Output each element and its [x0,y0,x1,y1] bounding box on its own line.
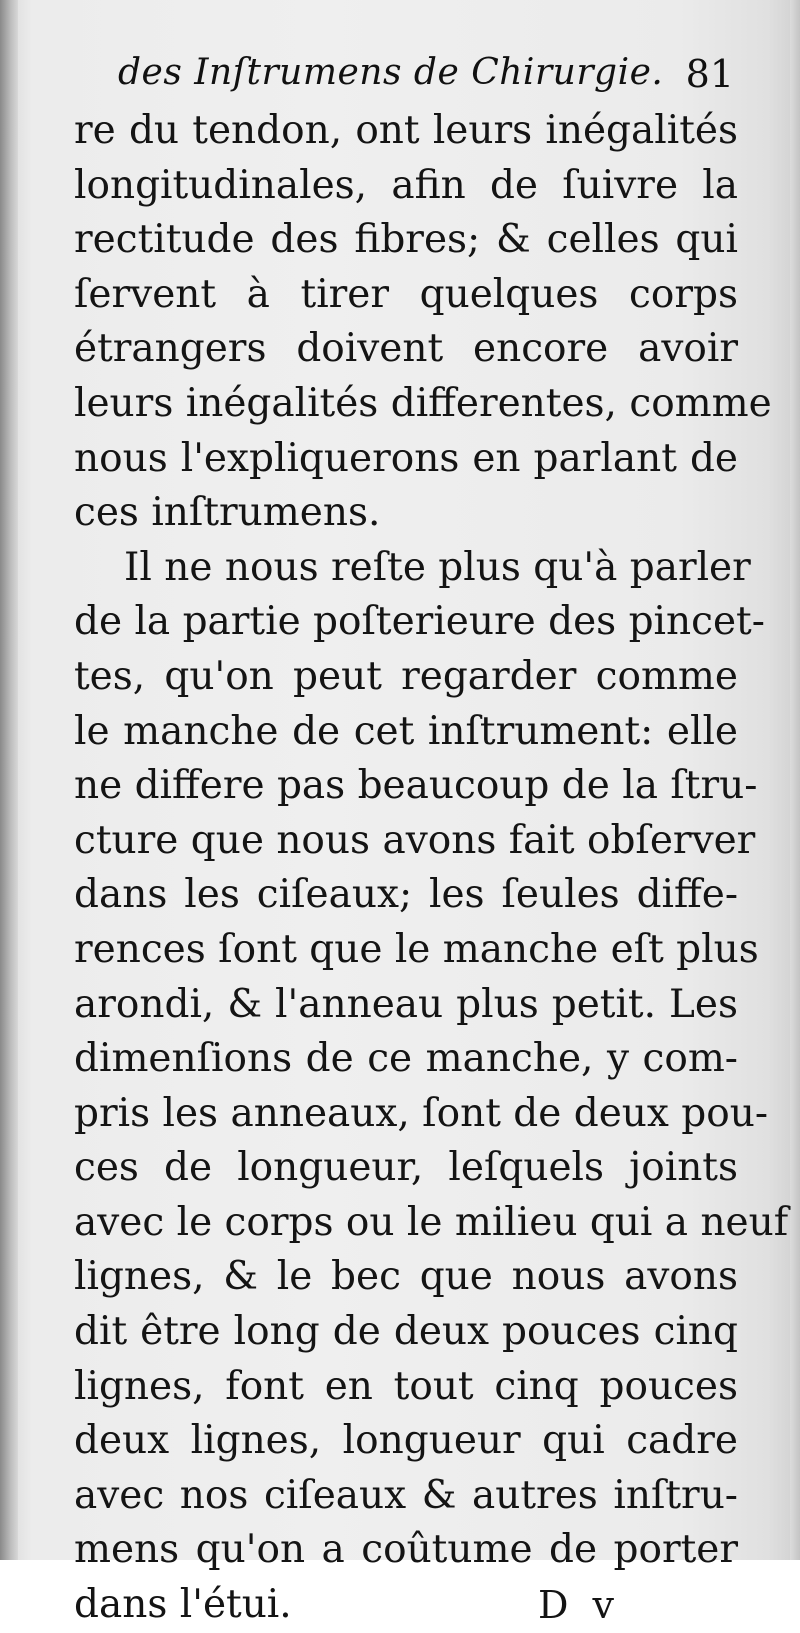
paragraph-end-line: ces inſtrumens. [74,490,381,536]
text-line: dans les ciſeaux; les ſeules diffe- [74,872,738,918]
text-line: ces de longueur, leſquels joints [74,1145,738,1191]
text-line: nous l'expliquerons en parlant de [74,435,738,481]
text-line: re du tendon, ont leurs inégalités [74,108,738,153]
text-line: longitudinales, afin de ſuivre la [74,162,738,208]
text-line: rectitude des fibres; & celles qui [74,217,738,263]
text-line: dimenſions de ce manche, y com- [74,1036,738,1082]
paragraph-start-line: Il ne nous reſte plus qu'à parler [124,544,751,590]
text-line: avec le corps ou le milieu qui a neuf [74,1199,789,1245]
paragraph-end-text: dans l'étui. [74,1582,292,1628]
running-title: des Inſtrumens de Chirurgie. [118,52,664,93]
text-line: ne differe pas beaucoup de la ſtru- [74,763,758,809]
text-line: pris les anneaux, ſont de deux pou- [74,1090,769,1136]
text-line: avec nos ciſeaux & autres inſtru- [74,1472,738,1518]
text-line: dit être long de deux pouces cinq [74,1309,738,1355]
text-line: deux lignes, longueur qui cadre [74,1418,738,1464]
text-line: étrangers doivent encore avoir [74,326,738,372]
body-text [74,104,789,1633]
text-line: lignes, font en tout cinq pouces [74,1363,738,1409]
text-line: mens qu'on a coûtume de porter [74,1527,738,1573]
final-line [74,1578,738,1633]
text-line: de la partie poſterieure des pincet- [74,599,765,645]
text-line: tes, qu'on peut regarder comme [74,653,738,699]
text-line: rences ſont que le manche eſt plus [74,926,759,972]
text-line: ſervent à tirer quelques corps [74,271,738,317]
text-line: lignes, & le bec que nous avons [74,1254,738,1300]
signature-mark: D v [537,1583,620,1628]
text-line: cture que nous avons fait obſerver [74,817,756,863]
text-line: le manche de cet inſtrument: elle [74,708,738,754]
text-line: arondi, & l'anneau plus petit. Les [74,981,738,1027]
page-number: 81 [685,52,734,96]
text-line: leurs inégalités differentes, comme [74,380,772,426]
page-header [118,48,736,104]
page-gutter-shadow [0,0,18,1560]
page-edge [790,0,800,1560]
